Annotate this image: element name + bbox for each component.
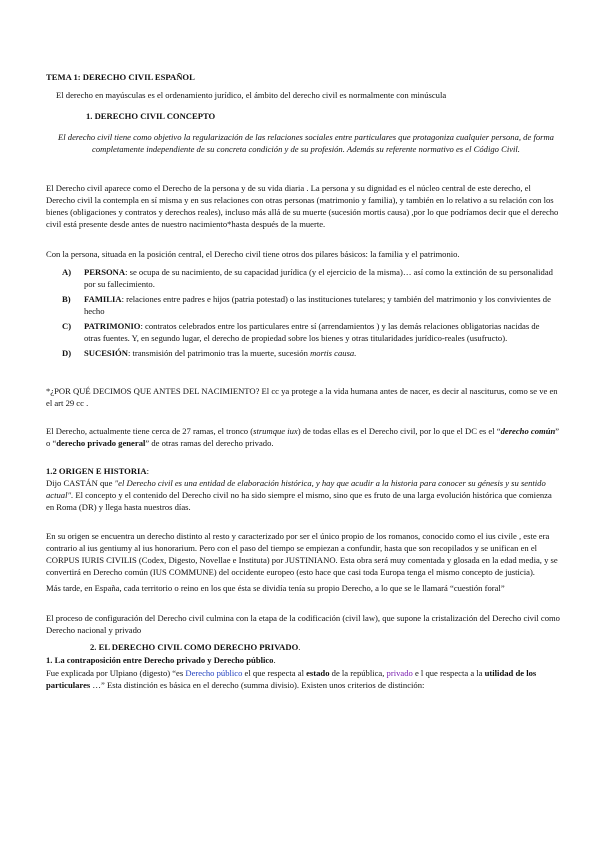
persona-paragraph: El Derecho civil aparece como el Derecho de la persona y de su vida diaria . La persona y su dignidad es el núcleo central de este derecho, el Derecho civil la contempla en sí misma y en sus relaciones con otras personas (matrimonio y familia), y también en lo relativo a su relación con los bienes (obligaciones y contratos y derechos reales), incluso más allá de su muerte (sucesión mortis causa) ,por lo que podríamos decir que el derecho civil está presente desde antes de nuestro nacimiento*hasta después de la muerte. <box>46 183 559 230</box>
list-item: C) PATRIMONIO: contratos celebrados entre los particulares entre sí (arrendamientos ) y las demás relaciones obligatorias nacidas de otras fuentes. Y, en segundo lugar, el derecho de propiedad sobre los bienes y otras titularidades jurídico-reales (usufructo). <box>62 321 540 344</box>
list-tail: mortis causa. <box>310 348 357 359</box>
list-term: PATRIMONIO <box>84 321 141 332</box>
privado-link: privado <box>386 668 413 678</box>
list-text: : relaciones entre padres e hijos (patria potestad) o las instituciones tutelares; y también del matrimonio y los convivientes de hecho <box>84 294 551 317</box>
why-answer: El cc ya protege a la vida humana antes de nacer, es decir al nasciturus, como se ve en el art 29 cc . <box>46 386 558 409</box>
section-1-2-heading: 1.2 ORIGEN E HISTORIA: <box>46 466 149 476</box>
list-item: B) FAMILIA: relaciones entre padres e hijos (patria potestad) o las instituciones tutelares; y también del matrimonio y los convivientes de hecho <box>62 294 551 317</box>
section-2-subheading: 1. La contraposición entre Derecho privado y Derecho público. <box>46 655 276 665</box>
list-item: A) PERSONA: se ocupa de su nacimiento, de su capacidad jurídica (y el ejercicio de la misma)… así como la extinción de su personalidad por su fallecimiento. <box>62 267 553 290</box>
origin-paragraph: En su origen se encuentra un derecho distinto al resto y caracterizado por ser el único propio de los romanos, conocido como el ius civile , este era contrario al ius gentiumy al ius honorarium. Pero con el paso del tiempo se empiezan a confundir, hasta que son recopilados y se unifican en el CORPUS IURIS CIVILIS (Codex, Digesto, Novellae e Instituta) por JUSTINIANO. Esta obra será muy comentada y glosada en la edad media, y se convertirá en Derecho común (IUS COMMUNE) del occidente europeo (esto hace que casi toda Europa tenga el mismo concepto de justicia). <box>46 531 558 578</box>
list-item: D) SUCESIÓN: transmisión del patrimonio tras la muerte, sucesión mortis causa. <box>62 348 357 359</box>
why-question: *¿POR QUÉ DECIMOS QUE ANTES DEL NACIMIENTO? <box>46 386 260 396</box>
section-1-heading: 1. DERECHO CIVIL CONCEPTO <box>86 111 216 121</box>
list-term: SUCESIÓN <box>84 348 128 359</box>
castan-paragraph: Dijo CASTÁN que "el Derecho civil es una entidad de elaboración histórica, y hay que acudir a la historia para conocer su génesis y su sentido actual". El concepto y el contenido del Derecho civil no ha sido siempre el mismo, sino que es fruto de una larga evolución histórica que comienza en Roma (DR) y llega hasta nuestros días. <box>46 478 552 513</box>
pillars-list <box>48 266 556 359</box>
list-term: PERSONA <box>84 267 126 277</box>
definition-quote: El derecho civil tiene como objetivo la regularización de las relaciones sociales entre particulares que protagoniza cualquier persona, de forma completamente independiente de su concreta condición y de su profesión. Además su referente normativo es el Código Civil. <box>58 132 554 155</box>
codification-paragraph: El proceso de configuración del Derecho civil culmina con la etapa de la codificación (civil law), que supone la cristalización del Derecho civil como Derecho nacional y privado <box>46 613 560 636</box>
list-term: FAMILIA <box>84 294 122 305</box>
spain-paragraph: Más tarde, en España, cada territorio o reino en los que ésta se dividía tenía su propio Derecho, a lo que se le llamará “cuestión foral” <box>46 583 505 593</box>
list-text: : se ocupa de su nacimiento, de su capacidad jurídica (y el ejercicio de la misma)… así como la extinción de su personalidad por su fallecimiento. <box>84 267 553 290</box>
derecho-publico-link: Derecho público <box>185 668 243 678</box>
document-title: TEMA 1: DERECHO CIVIL ESPAÑOL <box>46 72 195 82</box>
pillars-paragraph: Con la persona, situada en la posición central, el Derecho civil tiene otros dos pilares básicos: la familia y el patrimonio. <box>46 249 460 259</box>
trunk-paragraph: El Derecho, actualmente tiene cerca de 27 ramas, el tronco (strumque iux) de todas ellas es el Derecho civil, por lo que el DC es el “derecho común” o “derecho privado general” de otras ramas del derecho privado. <box>46 426 560 449</box>
ulpiano-paragraph: Fue explicada por Ulpiano (digesto) “es Derecho público el que respecta al estado de la república, privado e l que respecta a la utilidad de los particulares …” Esta distinción es básica en el derecho (summa divisio). Existen unos criterios de distinción: <box>46 668 537 691</box>
list-text: : transmisión del patrimonio tras la muerte, sucesión <box>127 348 311 359</box>
intro-paragraph: El derecho en mayúsculas es el ordenamiento jurídico, el ámbito del derecho civil es normalmente con minúscula <box>56 90 447 100</box>
list-text: : contratos celebrados entre los particulares entre sí (arrendamientos ) y las demás relaciones obligatorias nacidas de otras fuentes. Y, en segundo lugar, el derecho de propiedad sobre los bienes y otras titularidades jurídico-reales (usufructo). <box>84 321 540 344</box>
nasciturus-paragraph <box>46 385 560 409</box>
section-2-heading: 2. EL DERECHO CIVIL COMO DERECHO PRIVADO. <box>90 642 301 652</box>
